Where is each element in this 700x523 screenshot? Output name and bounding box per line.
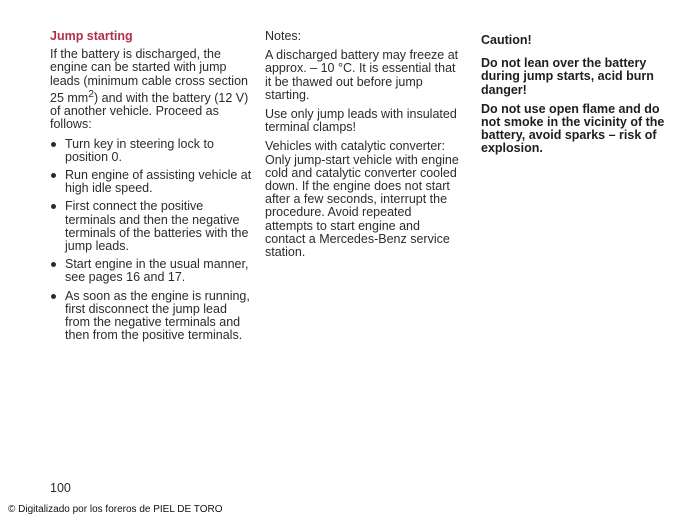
intro-paragraph <box>50 48 255 131</box>
step-item <box>50 169 255 195</box>
bullet-icon <box>51 294 56 299</box>
section-heading: Jump starting <box>50 29 133 43</box>
step-text: First connect the positive terminals and then the negative terminals of the batteries with the jump leads. <box>65 199 249 253</box>
intro-text-end: ) and with the battery (12 V) of another vehicle. Proceed as follows: <box>50 90 249 132</box>
step-text: Run engine of assisting vehicle at high idle speed. <box>65 167 252 196</box>
note-paragraph: Use only jump leads with insulated terminal clamps! <box>265 107 457 135</box>
left-column <box>50 30 255 347</box>
caution-paragraph: Do not use open flame and do not smoke in the vicinity of the battery, avoid sparks – risk of explosion. <box>481 101 665 156</box>
step-item <box>50 258 255 284</box>
step-item <box>50 200 255 253</box>
intro-text-start: If the battery is discharged, the engine can be started with jump leads (minimum cable cross section 25 mm <box>50 47 248 105</box>
caution-paragraph: Do not lean over the battery during jump starts, acid burn danger! <box>481 56 654 97</box>
note-paragraph: Vehicles with catalytic converter: Only jump-start vehicle with engine cold and catalytic converter cooled down. If the engine does not start after a few seconds, interrupt the procedure. Avoid repeated attempts to start engine and contact a Mercedes-Benz service station. <box>265 139 459 260</box>
bullet-icon <box>51 142 56 147</box>
intro-superscript: 2 <box>88 88 94 100</box>
step-text: Turn key in steering lock to position 0. <box>65 136 214 164</box>
step-text: Start engine in the usual manner, see pages 16 and 17. <box>65 257 249 285</box>
page-number: 100 <box>50 481 71 495</box>
notes-label: Notes: <box>265 29 302 43</box>
right-column <box>481 30 681 162</box>
steps-list <box>50 138 255 343</box>
bullet-icon <box>51 204 56 209</box>
bullet-icon <box>51 173 56 178</box>
step-item <box>50 138 255 164</box>
middle-column <box>265 30 460 265</box>
scan-credit: © Digitalizado por los foreros de PIEL DE TORO <box>8 504 223 515</box>
step-text: As soon as the engine is running, first disconnect the jump lead from the negative terminals and then from the positive terminals. <box>65 288 250 343</box>
bullet-icon <box>51 262 56 267</box>
note-paragraph: A discharged battery may freeze at approx. – 10 °C. It is essential that it be thawed out before jump starting. <box>265 48 459 102</box>
caution-title: Caution! <box>481 33 532 47</box>
step-item <box>50 290 255 343</box>
